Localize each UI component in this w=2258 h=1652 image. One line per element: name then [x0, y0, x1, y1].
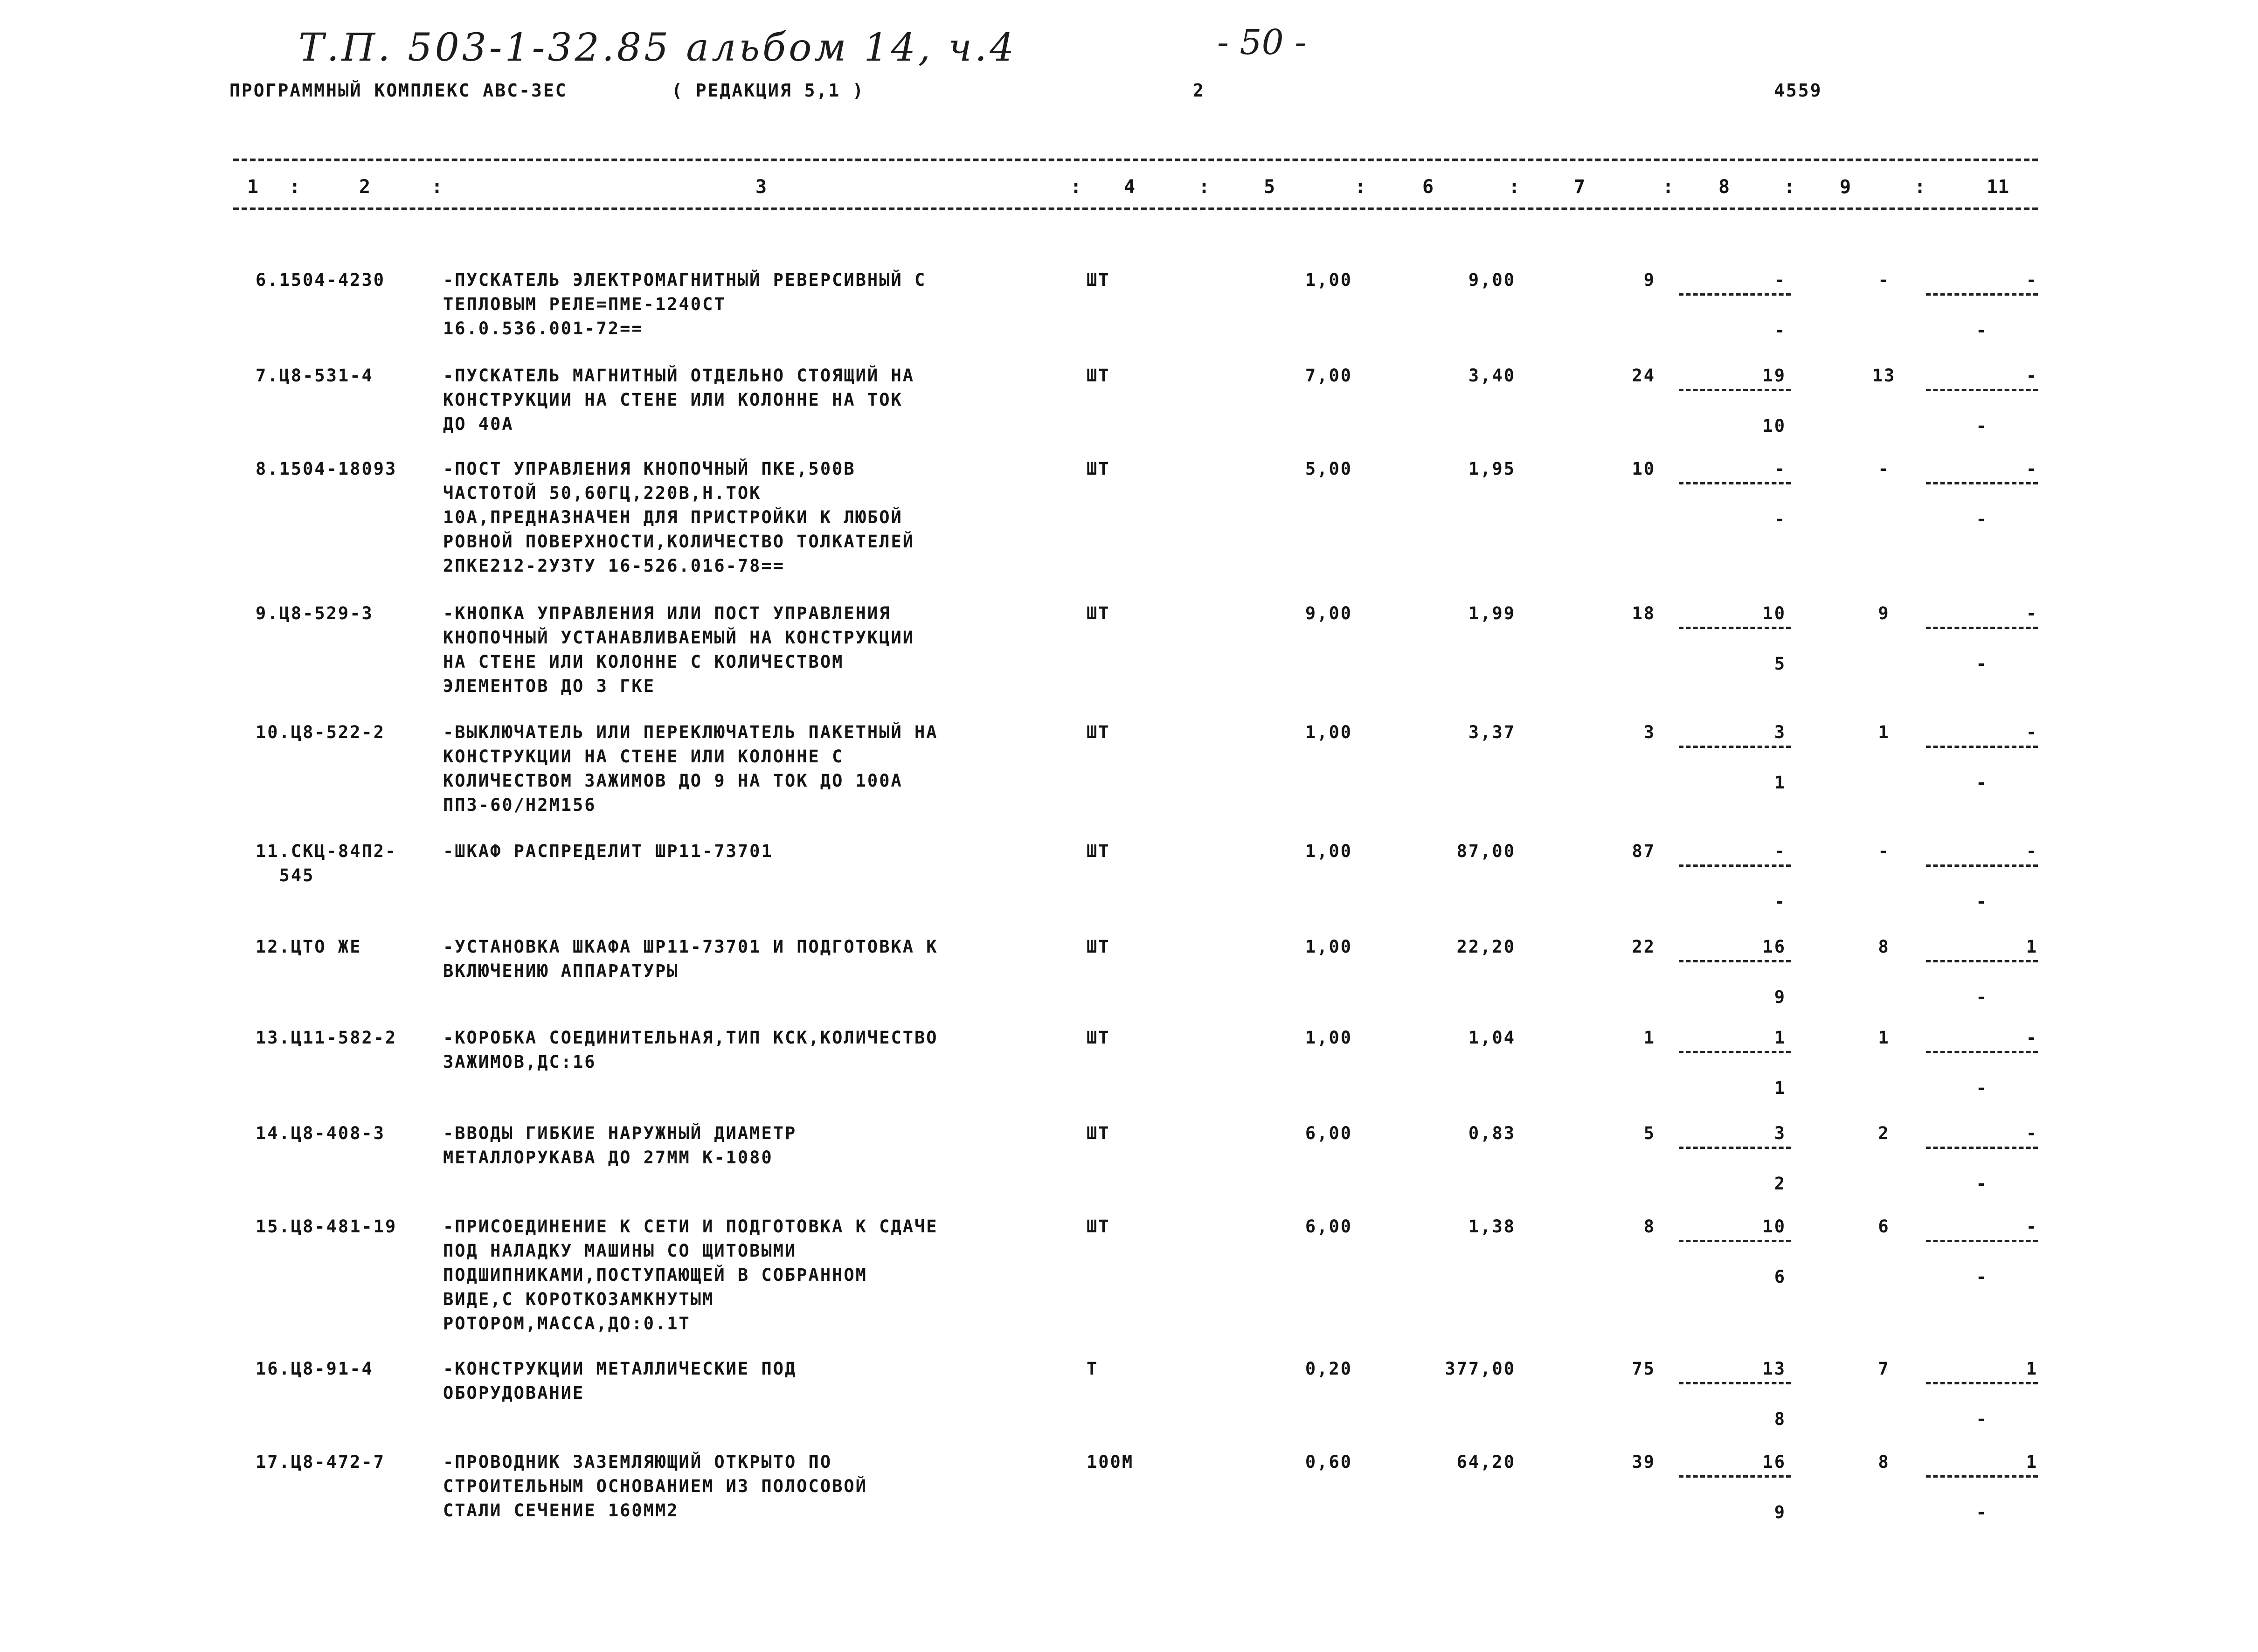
row-col11-bottom-value: - — [1976, 1502, 1988, 1522]
row-col9-value: 9 — [1878, 603, 1890, 623]
header-rule-top — [233, 159, 2038, 161]
row-unit-price: 3,40 — [1468, 366, 1516, 386]
row-col8-bottom-value: - — [1774, 509, 1786, 529]
row-col8-bottom-value: - — [1774, 892, 1786, 912]
program-name: ПРОГРАММНЫЙ КОМПЛЕКС АВС-3ЕС — [229, 80, 568, 101]
row-col8-top-value: - — [1774, 270, 1786, 290]
row-description: -ПОСТ УПРАВЛЕНИЯ КНОПОЧНЫЙ ПКЕ,500В ЧАСТОТОЙ 50,60ГЦ,220В,Н.ТОК 10А,ПРЕДНАЗНАЧЕН ДЛЯ ПРИСТРОЙКИ К ЛЮБОЙ РОВНОЙ ПОВЕРХНОСТИ,КОЛИЧЕСТВО ТОЛКАТЕЛЕЙ 2ПКЕ212-2У3ТУ 16-526.016-78== — [443, 459, 915, 576]
row-total-cost: 1 — [1643, 1028, 1655, 1048]
row-quantity: 0,20 — [1305, 1359, 1352, 1379]
row-quantity: 1,00 — [1305, 722, 1352, 742]
row-description: -ШКАФ РАСПРЕДЕЛИТ ШР11-73701 — [443, 841, 773, 861]
row-unit-price: 64,20 — [1456, 1452, 1516, 1472]
row-unit: ШТ — [1087, 937, 1110, 957]
row-unit-price: 1,38 — [1468, 1217, 1516, 1237]
row-col9-value: 1 — [1878, 722, 1890, 742]
row-total-cost: 87 — [1632, 841, 1655, 861]
document-code: 4559 — [1774, 80, 1822, 101]
handwritten-title: Т.П. 503-1-32.85 альбом 14, ч.4 — [298, 26, 1017, 70]
row-col8-fraction-line — [1679, 864, 1791, 867]
column-header-2: 2 — [359, 176, 371, 198]
row-col11-fraction-line — [1926, 293, 2038, 296]
row-col11-bottom-value: - — [1976, 1174, 1988, 1194]
row-col11-top-value: - — [2026, 603, 2038, 623]
row-code: 15.Ц8-481-19 — [256, 1217, 397, 1237]
row-col9-value: 2 — [1878, 1123, 1890, 1143]
row-unit-price: 1,99 — [1468, 603, 1516, 623]
row-quantity: 1,00 — [1305, 841, 1352, 861]
column-separator: : — [1070, 176, 1082, 198]
row-unit: 100М — [1087, 1452, 1134, 1472]
row-col8-fraction-line — [1679, 293, 1791, 296]
row-description: -УСТАНОВКА ШКАФА ШР11-73701 И ПОДГОТОВКА К ВКЛЮЧЕНИЮ АППАРАТУРЫ — [443, 937, 938, 981]
row-code: 17.Ц8-472-7 — [256, 1452, 386, 1472]
row-total-cost: 18 — [1632, 603, 1655, 623]
row-col11-bottom-value: - — [1976, 773, 1988, 793]
row-quantity: 7,00 — [1305, 366, 1352, 386]
row-col9-value: - — [1878, 459, 1890, 479]
row-col11-top-value: - — [2026, 1123, 2038, 1143]
row-description: -КОНСТРУКЦИИ МЕТАЛЛИЧЕСКИЕ ПОД ОБОРУДОВАНИЕ — [443, 1359, 797, 1403]
row-col9-value: 13 — [1872, 366, 1896, 386]
row-unit-price: 87,00 — [1456, 841, 1516, 861]
row-col11-bottom-value: - — [1976, 892, 1988, 912]
row-col8-top-value: 10 — [1762, 1217, 1786, 1237]
row-col8-bottom-value: 9 — [1774, 987, 1786, 1007]
row-unit-price: 377,00 — [1445, 1359, 1516, 1379]
row-unit: ШТ — [1087, 1217, 1110, 1237]
row-col8-bottom-value: 2 — [1774, 1174, 1786, 1194]
row-col8-fraction-line — [1679, 1382, 1791, 1384]
row-col8-top-value: 19 — [1762, 366, 1786, 386]
row-col8-top-value: 3 — [1774, 722, 1786, 742]
row-col11-fraction-line — [1926, 960, 2038, 962]
row-quantity: 6,00 — [1305, 1123, 1352, 1143]
row-col11-bottom-value: - — [1976, 987, 1988, 1007]
row-col11-fraction-line — [1926, 1051, 2038, 1053]
row-col11-bottom-value: - — [1976, 1409, 1988, 1429]
row-unit: Т — [1087, 1359, 1099, 1379]
row-col8-bottom-value: 10 — [1762, 416, 1786, 436]
row-unit: ШТ — [1087, 1123, 1110, 1143]
row-col11-top-value: - — [2026, 1028, 2038, 1048]
row-col8-bottom-value: 1 — [1774, 1078, 1786, 1098]
row-total-cost: 39 — [1632, 1452, 1655, 1472]
row-col8-fraction-line — [1679, 1475, 1791, 1478]
column-separator: : — [1662, 176, 1674, 198]
row-total-cost: 5 — [1643, 1123, 1655, 1143]
row-unit: ШТ — [1087, 603, 1110, 623]
row-col11-fraction-line — [1926, 482, 2038, 484]
column-header-8: 8 — [1718, 176, 1730, 198]
row-quantity: 1,00 — [1305, 270, 1352, 290]
column-separator: : — [1784, 176, 1795, 198]
row-total-cost: 24 — [1632, 366, 1655, 386]
row-total-cost: 3 — [1643, 722, 1655, 742]
row-col8-top-value: 1 — [1774, 1028, 1786, 1048]
row-unit: ШТ — [1087, 459, 1110, 479]
row-col9-value: - — [1878, 270, 1890, 290]
row-col8-fraction-line — [1679, 960, 1791, 962]
column-header-6: 6 — [1422, 176, 1434, 198]
row-description: -КНОПКА УПРАВЛЕНИЯ ИЛИ ПОСТ УПРАВЛЕНИЯ КНОПОЧНЫЙ УСТАНАВЛИВАЕМЫЙ НА КОНСТРУКЦИИ НА СТЕНЕ ИЛИ КОЛОННЕ С КОЛИЧЕСТВОМ ЭЛЕМЕНТОВ ДО 3 ГКЕ — [443, 603, 915, 696]
row-description: -ПУСКАТЕЛЬ ЭЛЕКТРОМАГНИТНЫЙ РЕВЕРСИВНЫЙ С ТЕПЛОВЫМ РЕЛЕ=ПМЕ-1240СТ 16.0.536.001-72== — [443, 270, 927, 339]
row-unit-price: 22,20 — [1456, 937, 1516, 957]
row-col11-top-value: - — [2026, 722, 2038, 742]
row-col8-top-value: - — [1774, 459, 1786, 479]
row-col8-bottom-value: 9 — [1774, 1502, 1786, 1522]
column-header-4: 4 — [1124, 176, 1136, 198]
row-col8-top-value: 16 — [1762, 1452, 1786, 1472]
column-separator: : — [1355, 176, 1366, 198]
row-unit-price: 0,83 — [1468, 1123, 1516, 1143]
row-col8-top-value: 10 — [1762, 603, 1786, 623]
program-edition: ( РЕДАКЦИЯ 5,1 ) — [672, 80, 865, 101]
row-code: 16.Ц8-91-4 — [256, 1359, 374, 1379]
row-unit: ШТ — [1087, 270, 1110, 290]
row-code: 8.1504-18093 — [256, 459, 397, 479]
row-col9-value: 1 — [1878, 1028, 1890, 1048]
row-col11-fraction-line — [1926, 1475, 2038, 1478]
row-col11-fraction-line — [1926, 389, 2038, 391]
column-separator: : — [431, 176, 443, 198]
row-quantity: 1,00 — [1305, 1028, 1352, 1048]
row-code: 12.ЦТО ЖЕ — [256, 937, 362, 957]
row-col8-fraction-line — [1679, 746, 1791, 748]
sheet-number: 2 — [1193, 80, 1205, 101]
row-col11-bottom-value: - — [1976, 416, 1988, 436]
row-col8-bottom-value: 5 — [1774, 654, 1786, 674]
row-unit: ШТ — [1087, 722, 1110, 742]
row-quantity: 6,00 — [1305, 1217, 1352, 1237]
row-code: 14.Ц8-408-3 — [256, 1123, 386, 1143]
row-total-cost: 8 — [1643, 1217, 1655, 1237]
row-col8-bottom-value: - — [1774, 320, 1786, 340]
row-unit: ШТ — [1087, 841, 1110, 861]
row-col9-value: 8 — [1878, 1452, 1890, 1472]
row-col8-fraction-line — [1679, 482, 1791, 484]
row-unit: ШТ — [1087, 366, 1110, 386]
column-separator: : — [1198, 176, 1210, 198]
row-total-cost: 10 — [1632, 459, 1655, 479]
row-quantity: 0,60 — [1305, 1452, 1352, 1472]
row-col11-fraction-line — [1926, 1382, 2038, 1384]
column-header-11: 11 — [1987, 176, 2009, 198]
row-unit-price: 3,37 — [1468, 722, 1516, 742]
row-description: -ПРОВОДНИК ЗАЗЕМЛЯЮЩИЙ ОТКРЫТО ПО СТРОИТЕЛЬНЫМ ОСНОВАНИЕМ ИЗ ПОЛОСОВОЙ СТАЛИ СЕЧЕНИЕ 160ММ2 — [443, 1452, 867, 1521]
row-col8-bottom-value: 8 — [1774, 1409, 1786, 1429]
row-col9-value: 8 — [1878, 937, 1890, 957]
column-header-1: 1 — [247, 176, 259, 198]
row-col11-bottom-value: - — [1976, 1267, 1988, 1287]
row-description: -ПРИСОЕДИНЕНИЕ К СЕТИ И ПОДГОТОВКА К СДАЧЕ ПОД НАЛАДКУ МАШИНЫ СО ЩИТОВЫМИ ПОДШИПНИКАМИ,ПОСТУПАЮЩЕЙ В СОБРАННОМ ВИДЕ,С КОРОТКОЗАМКНУТЫМ РОТОРОМ,МАССА,ДО:0.1Т — [443, 1217, 938, 1334]
row-total-cost: 22 — [1632, 937, 1655, 957]
row-col8-top-value: 3 — [1774, 1123, 1786, 1143]
row-col8-fraction-line — [1679, 1051, 1791, 1053]
row-col9-value: 7 — [1878, 1359, 1890, 1379]
column-header-7: 7 — [1574, 176, 1586, 198]
row-col9-value: - — [1878, 841, 1890, 861]
row-col11-top-value: 1 — [2026, 937, 2038, 957]
header-rule-bottom — [233, 207, 2038, 210]
row-unit-price: 1,04 — [1468, 1028, 1516, 1048]
row-col11-bottom-value: - — [1976, 320, 1988, 340]
row-code: 6.1504-4230 — [256, 270, 386, 290]
row-description: -КОРОБКА СОЕДИНИТЕЛЬНАЯ,ТИП КСК,КОЛИЧЕСТВО ЗАЖИМОВ,ДС:16 — [443, 1028, 938, 1072]
row-unit: ШТ — [1087, 1028, 1110, 1048]
row-description: -ВВОДЫ ГИБКИЕ НАРУЖНЫЙ ДИАМЕТР МЕТАЛЛОРУКАВА ДО 27ММ К-1080 — [443, 1123, 797, 1168]
row-col11-top-value: - — [2026, 366, 2038, 386]
row-col8-fraction-line — [1679, 627, 1791, 629]
row-col11-fraction-line — [1926, 627, 2038, 629]
row-col11-bottom-value: - — [1976, 1078, 1988, 1098]
handwritten-page-number: - 50 - — [1217, 22, 1307, 62]
row-col11-top-value: - — [2026, 270, 2038, 290]
row-unit-price: 9,00 — [1468, 270, 1516, 290]
row-col11-top-value: 1 — [2026, 1452, 2038, 1472]
row-quantity: 1,00 — [1305, 937, 1352, 957]
row-code: 10.Ц8-522-2 — [256, 722, 386, 742]
row-code: 7.Ц8-531-4 — [256, 366, 374, 386]
row-col11-top-value: - — [2026, 459, 2038, 479]
row-col8-top-value: 16 — [1762, 937, 1786, 957]
row-description: -ПУСКАТЕЛЬ МАГНИТНЫЙ ОТДЕЛЬНО СТОЯЩИЙ НА КОНСТРУКЦИИ НА СТЕНЕ ИЛИ КОЛОННЕ НА ТОК ДО 40А — [443, 366, 915, 434]
row-col11-top-value: - — [2026, 841, 2038, 861]
row-col11-fraction-line — [1926, 1147, 2038, 1149]
column-separator: : — [289, 176, 301, 198]
row-col8-fraction-line — [1679, 1240, 1791, 1242]
row-col8-bottom-value: 6 — [1774, 1267, 1786, 1287]
row-code: 13.Ц11-582-2 — [256, 1028, 397, 1048]
row-unit-price: 1,95 — [1468, 459, 1516, 479]
row-total-cost: 9 — [1643, 270, 1655, 290]
row-col11-fraction-line — [1926, 1240, 2038, 1242]
row-quantity: 5,00 — [1305, 459, 1352, 479]
column-header-3: 3 — [755, 176, 767, 198]
row-code: 11.СКЦ-84П2- 545 — [256, 841, 397, 885]
row-col11-fraction-line — [1926, 746, 2038, 748]
row-col11-bottom-value: - — [1976, 509, 1988, 529]
column-header-5: 5 — [1264, 176, 1275, 198]
row-col11-top-value: 1 — [2026, 1359, 2038, 1379]
row-col8-bottom-value: 1 — [1774, 773, 1786, 793]
row-description: -ВЫКЛЮЧАТЕЛЬ ИЛИ ПЕРЕКЛЮЧАТЕЛЬ ПАКЕТНЫЙ НА КОНСТРУКЦИИ НА СТЕНЕ ИЛИ КОЛОННЕ С КОЛИЧЕСТВОМ ЗАЖИМОВ ДО 9 НА ТОК ДО 100А ПП3-60/Н2М156 — [443, 722, 938, 815]
row-col11-fraction-line — [1926, 864, 2038, 867]
row-col8-top-value: - — [1774, 841, 1786, 861]
row-col8-top-value: 13 — [1762, 1359, 1786, 1379]
column-separator: : — [1509, 176, 1520, 198]
row-code: 9.Ц8-529-3 — [256, 603, 374, 623]
row-col9-value: 6 — [1878, 1217, 1890, 1237]
row-col8-fraction-line — [1679, 1147, 1791, 1149]
row-col8-fraction-line — [1679, 389, 1791, 391]
row-total-cost: 75 — [1632, 1359, 1655, 1379]
column-header-9: 9 — [1840, 176, 1851, 198]
row-col11-bottom-value: - — [1976, 654, 1988, 674]
row-quantity: 9,00 — [1305, 603, 1352, 623]
row-col11-top-value: - — [2026, 1217, 2038, 1237]
column-separator: : — [1914, 176, 1926, 198]
